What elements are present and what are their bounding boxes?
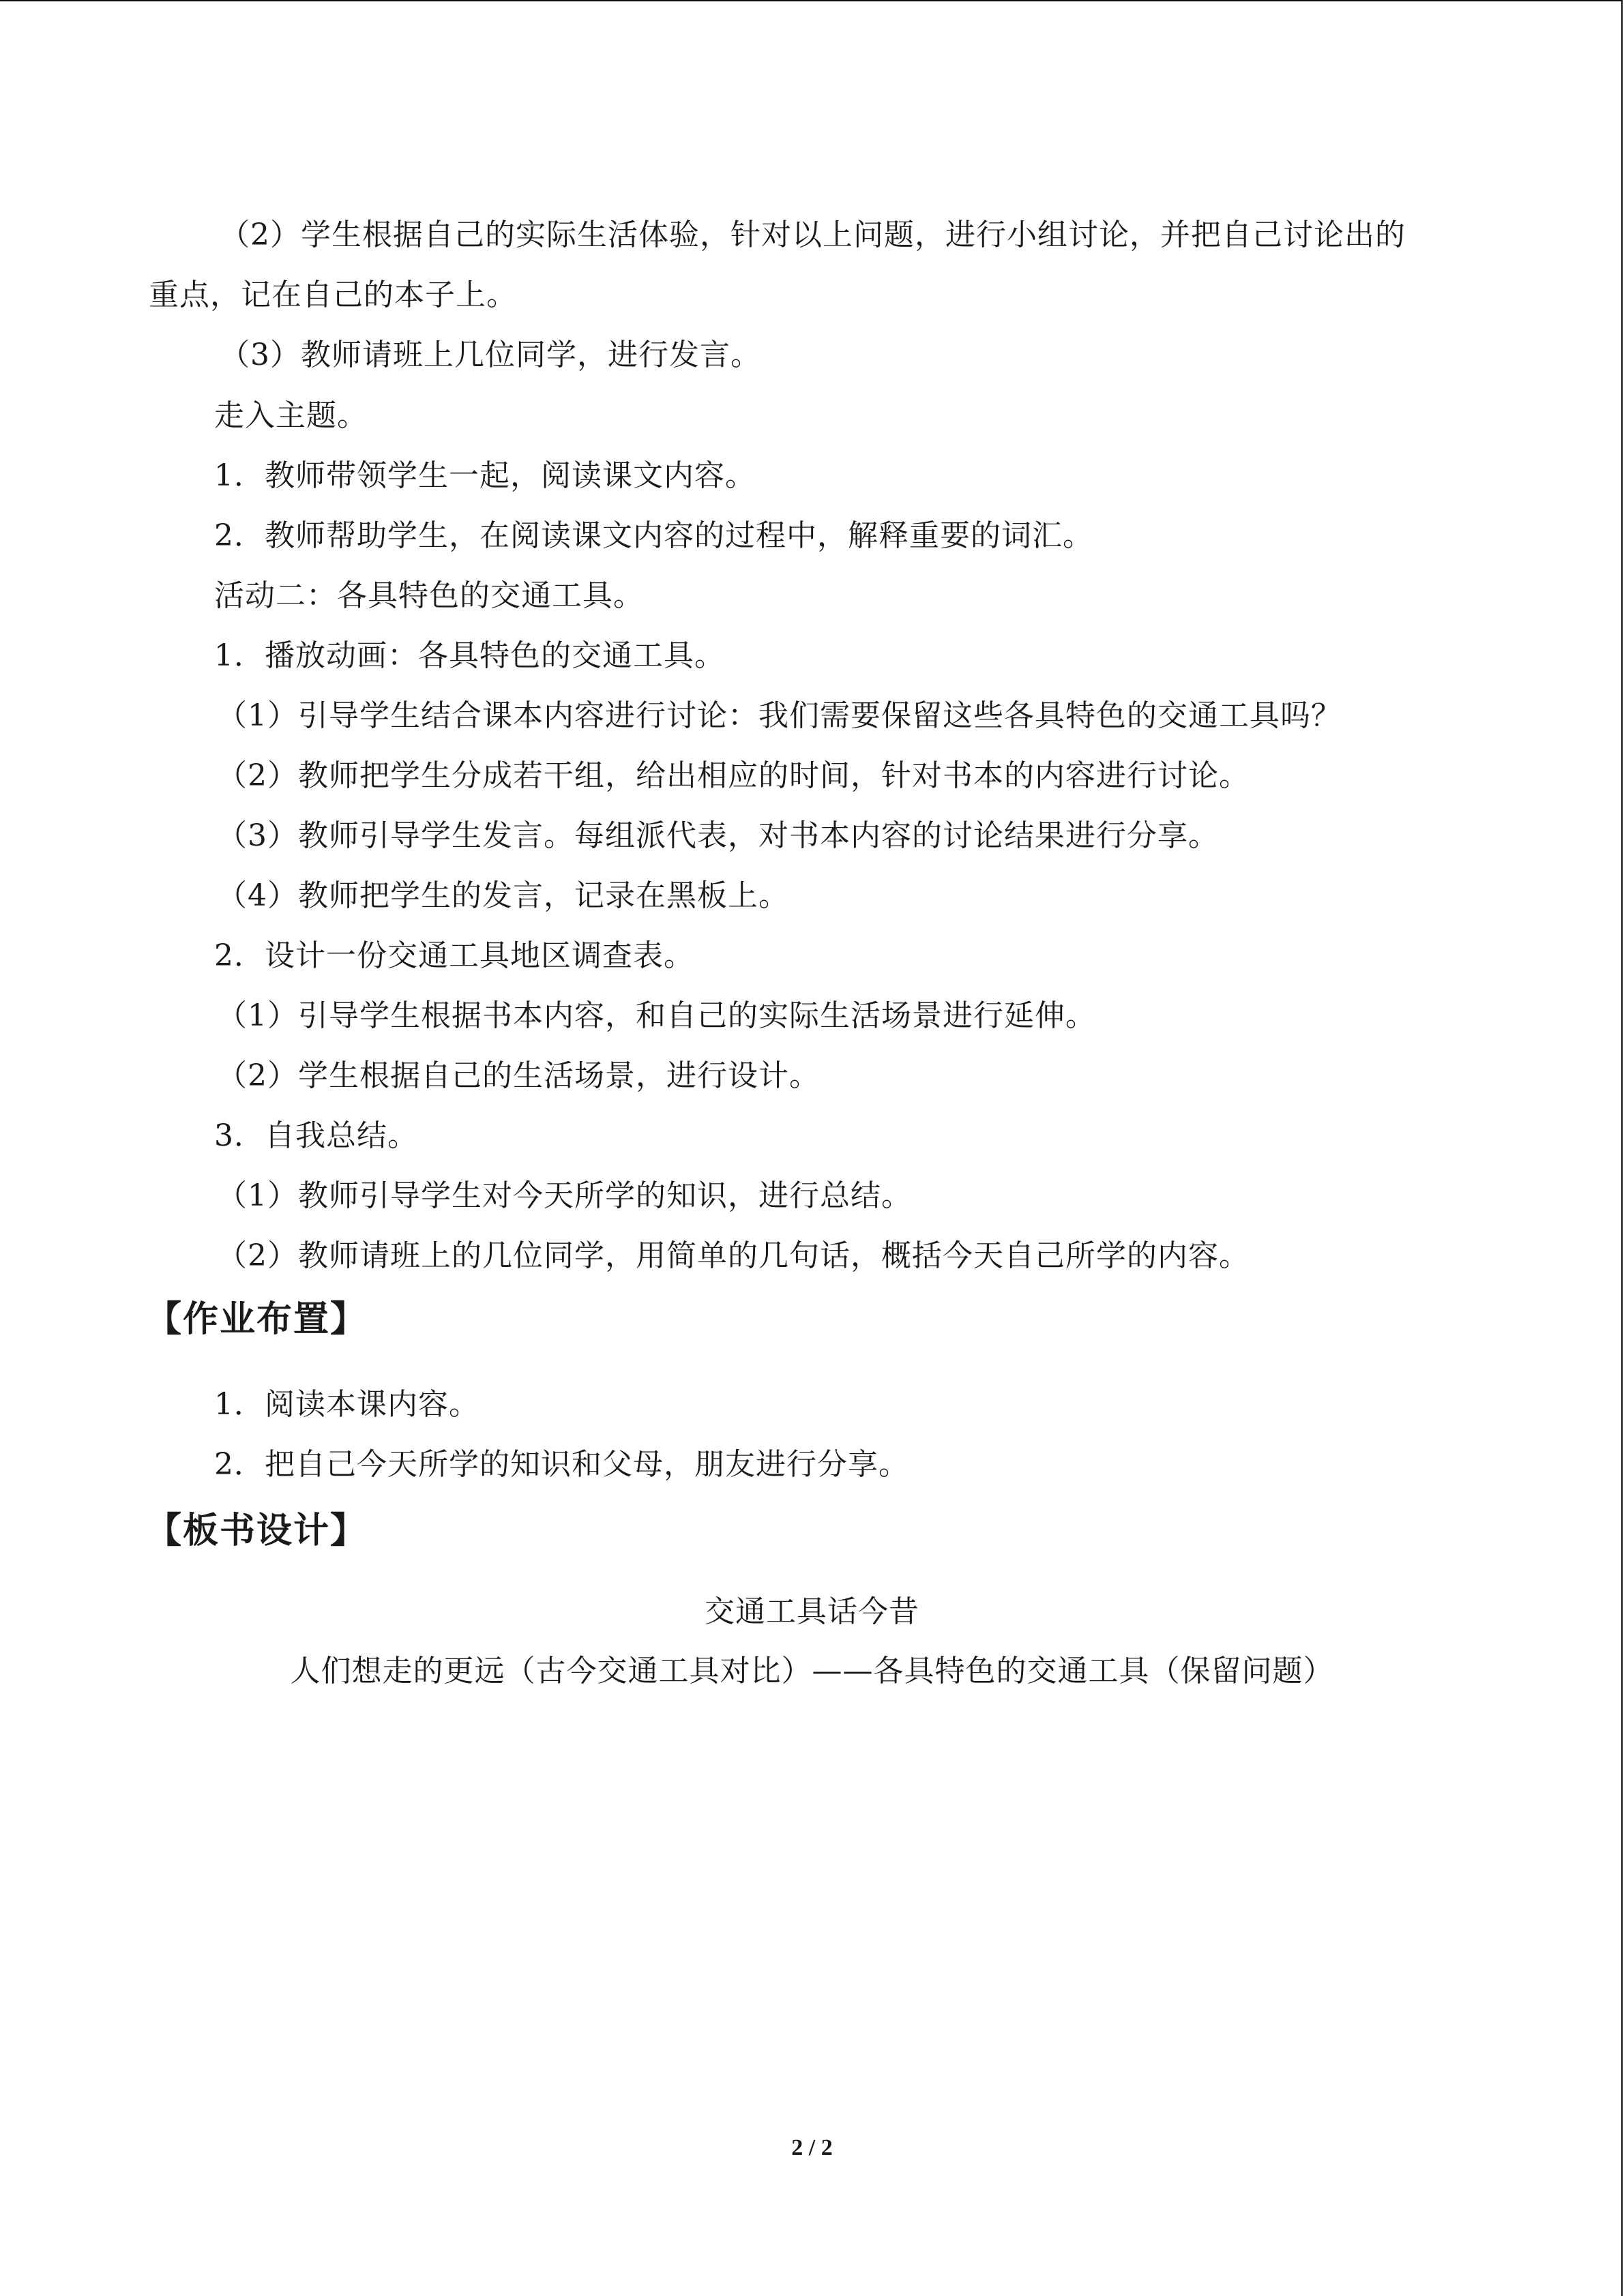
homework-item: 1．阅读本课内容。 [214, 1387, 479, 1422]
paragraph-line: （1）引导学生根据书本内容，和自己的实际生活场景进行延伸。 [217, 998, 1096, 1033]
paragraph-line: 重点，记在自己的本子上。 [149, 278, 517, 312]
paragraph-line: （1）教师引导学生对今天所学的知识，进行总结。 [217, 1178, 912, 1213]
homework-heading: 【作业布置】 [146, 1299, 368, 1340]
paragraph-line: 1．教师带领学生一起，阅读课文内容。 [214, 458, 756, 493]
paragraph-line: 走入主题。 [214, 398, 368, 433]
board-summary: 人们想走的更远（古今交通工具对比）——各具特色的交通工具（保留问题） [290, 1654, 1334, 1688]
page-number: 2 / 2 [791, 2135, 833, 2160]
paragraph-line: 活动二：各具特色的交通工具。 [214, 578, 644, 613]
paragraph-line: （2）学生根据自己的生活场景，进行设计。 [217, 1058, 820, 1093]
board-heading: 【板书设计】 [146, 1510, 368, 1551]
paragraph-line: （2）教师把学生分成若干组，给出相应的时间，针对书本的内容进行讨论。 [217, 758, 1250, 793]
paragraph-line: （2）教师请班上的几位同学，用简单的几句话，概括今天自己所学的内容。 [217, 1238, 1250, 1273]
paragraph-line: 1．播放动画：各具特色的交通工具。 [214, 638, 725, 673]
homework-item: 2．把自己今天所学的知识和父母，朋友进行分享。 [214, 1447, 909, 1482]
board-title: 交通工具话今昔 [705, 1594, 919, 1629]
paragraph-line: （3）教师引导学生发言。每组派代表，对书本内容的讨论结果进行分享。 [217, 818, 1219, 853]
paragraph-line: （1）引导学生结合课本内容进行讨论：我们需要保留这些各具特色的交通工具吗？ [217, 698, 1342, 733]
paragraph-line: （4）教师把学生的发言，记录在黑板上。 [217, 878, 789, 913]
paragraph-line: 2．教师帮助学生，在阅读课文内容的过程中，解释重要的词汇。 [214, 518, 1093, 553]
paragraph-line: （3）教师请班上几位同学，进行发言。 [220, 338, 761, 372]
paragraph-line: 3．自我总结。 [214, 1118, 418, 1153]
paragraph-line: 2．设计一份交通工具地区调查表。 [214, 938, 694, 973]
paragraph-line: （2）学生根据自己的实际生活体验，针对以上问题，进行小组讨论，并把自己讨论出的 [220, 218, 1406, 252]
